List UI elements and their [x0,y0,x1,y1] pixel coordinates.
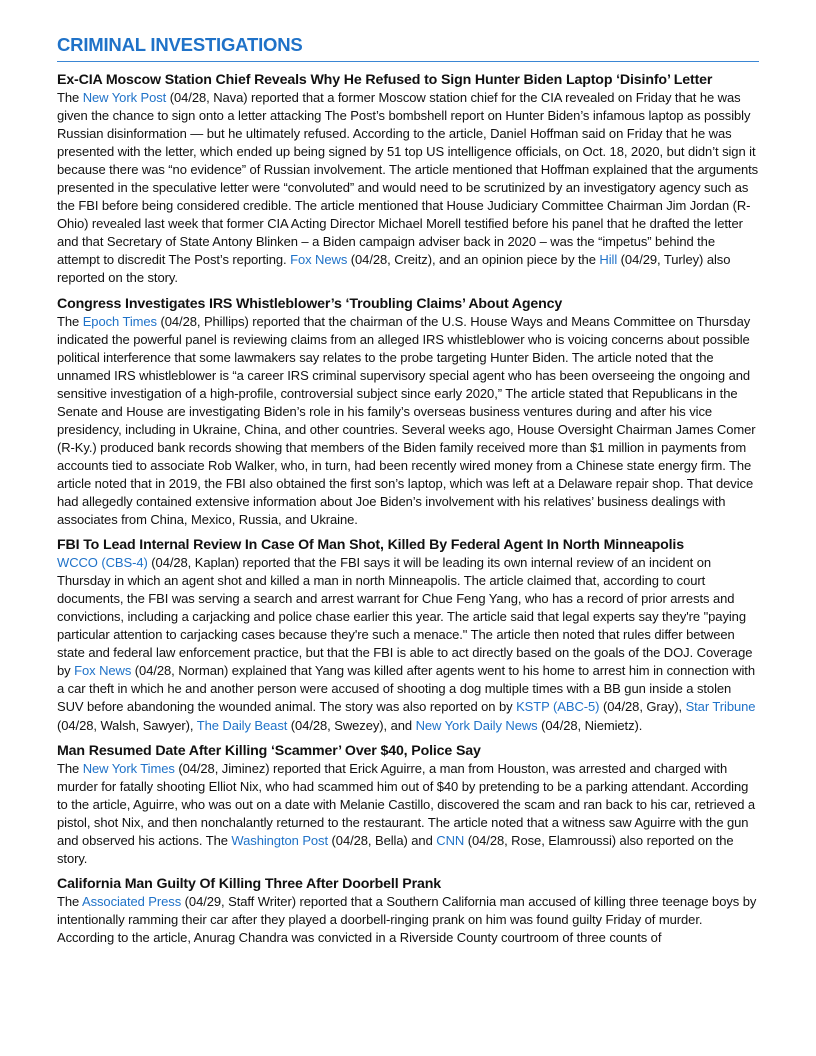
source-link[interactable]: Associated Press [81,893,182,909]
source-link[interactable]: Hill [599,252,618,268]
article-headline: Ex-CIA Moscow Station Chief Reveals Why He Refused to Sign Hunter Biden Laptop ‘Disinfo’ Letter [57,72,713,88]
body-text-segment: (04/28, Nava) reported that a former Moscow station chief for the CIA revealed on Friday that he was given the chance to sign onto a letter attacking The Post’s bombshell report on Hunter Biden’s infamous laptop as possibly Russian disinformation — but he ultimately refused. According to the article, Daniel Hoffman said on Friday that he was presented with the letter, which ended up being signed by 51 top US intelligence officials, on Oct. 18, 2020, but didn’t sign it because there was “no evidence” of Russian involvement. The article mentioned that Hoffman explained that the arguments presented in the speculative letter were “convoluted” and would need to be scrutinized by an investigatory agency such as the FBI before being considered credible. The article mentioned that House Judiciary Committee Chairman Jim Jordan (R-Ohio) revealed last week that former CIA Acting Director Michael Morell testified before his panel that he drafted the letter and that Secretary of State Antony Blinken – a Biden campaign adviser back in 2020 – was the “impetus” behind the attempt to discredit The Post’s reporting. [57,90,759,268]
article-body [57,554,759,734]
source-link[interactable]: KSTP (ABC-5) [516,699,600,715]
body-text-segment: (04/28, Rose, Elamroussi) also reported on the story. [57,832,734,866]
body-text-segment: The [57,90,83,105]
source-link[interactable]: Fox News [290,252,348,268]
source-link[interactable]: CNN [436,832,465,848]
source-link[interactable]: New York Times [82,760,175,776]
source-link[interactable]: The Daily Beast [196,717,288,733]
article-body [57,89,759,288]
body-text-segment: (04/29, Staff Writer) reported that a Southern California man accused of killing three teenage boys by intentionally ramming their car after they played a doorbell-ringing prank on him was found guilty Friday of murder. According to the article, Anurag Chandra was convicted in a Riverside County courtroom of three counts of [57,893,757,945]
source-link[interactable]: WCCO (CBS-4) [57,555,148,571]
body-text-segment: (04/28, Creitz), and an opinion piece by the [347,252,600,268]
section-title: CRIMINAL INVESTIGATIONS [57,34,759,62]
source-link[interactable]: New York Post [82,90,167,105]
body-text-segment: (04/28, Jiminez) reported that Erick Aguirre, a man from Houston, was arrested and charged with murder for fatally shooting Elliot Nix, who had scammed him out of $40 by pretending to be a parking attendant. According to the article, Aguirre, who was out on a date with Melanie Castillo, discovered the scam and ran back to his car, retrieved a pistol, shot Nix, and then nonchalantly returned to the restaurant. The article noted that a witness saw Aguirre with the gun and observed his actions. The [57,760,756,848]
source-link[interactable]: New York Daily News [415,717,538,733]
article-body [57,313,759,530]
body-text-segment: The [57,893,82,909]
body-text-segment: (04/28, Bella) and [328,832,437,848]
article-list [57,72,759,947]
article-headline: Man Resumed Date After Killing ‘Scammer’ Over $40, Police Say [57,742,481,759]
article-body [57,760,759,868]
article-headline: Congress Investigates IRS Whistleblower’s ‘Troubling Claims’ About Agency [57,295,563,312]
body-text-segment: (04/28, Gray), [599,699,686,715]
body-text-segment: (04/28, Swezey), and [287,717,416,733]
news-article [57,537,759,734]
body-text-segment: (04/28, Niemietz). [537,717,643,733]
body-text-segment: The [57,313,83,329]
source-link[interactable]: Washington Post [231,832,329,848]
source-link[interactable]: Star Tribune [685,699,756,715]
source-link[interactable]: Fox News [74,663,132,679]
article-headline: FBI To Lead Internal Review In Case Of Man Shot, Killed By Federal Agent In North Minneapolis [57,537,684,554]
body-text-segment: (04/28, Norman) explained that Yang was killed after agents went to his home to arrest him in connection with a car theft in which he and another person were accused of shooting a dog multiple times with a BB gun inside a stolen SUV before abandoning the wounded animal. The story was also reported on by [57,663,755,715]
article-headline: California Man Guilty Of Killing Three After Doorbell Prank [57,875,441,892]
document-page [57,34,759,955]
article-body [57,893,759,947]
news-article [57,743,759,868]
body-text-segment: (04/28, Kaplan) reported that the FBI says it will be leading its own internal review of an incident on Thursday in which an agent shot and killed a man in north Minneapolis. The article claimed that, according to court documents, the FBI was serving a search and arrest warrant for Chue Feng Yang, who has a record of prior arrests and convictions, including a carjacking and police chase earlier this year. The article said that legal experts say they're "paying particular attention to carjacking cases because they're such a menace." The article then noted that rules differ between state and federal law enforcement practice, but that the FBI is able to act directly based on the goals of the DOJ. Coverage by [57,555,753,679]
body-text-segment: (04/28, Walsh, Sawyer), [57,717,197,733]
body-text-segment: (04/29, Turley) also reported on the story. [57,252,731,286]
news-article [57,296,759,530]
body-text-segment: The [57,760,83,776]
source-link[interactable]: Epoch Times [82,313,157,329]
body-text-segment: (04/28, Phillips) reported that the chairman of the U.S. House Ways and Means Committee on Thursday indicated the powerful panel is reviewing claims from an alleged IRS whistleblower who is voicing concerns about possible political interference that some lawmakers say relates to the probe targeting Hunter Biden. The article noted that the unnamed IRS whistleblower is “a career IRS criminal supervisory special agent who has been overseeing the ongoing and sensitive investigation of a high-profile, controversial subject since early 2020,” The article stated that Republicans in the Senate and House are investigating Biden’s role in his family’s overseas business ventures during and after his vice presidency, including in Ukraine, China, and other countries. Several weeks ago, House Oversight Chairman James Comer (R-Ky.) produced bank records showing that members of the Biden family received more than $1 million in payments from accounts tied to associate Rob Walker, who, in turn, had been recently wired money from a Chinese state energy firm. The article noted that in 2019, the FBI also obtained the first son’s laptop, which was left at a Delaware repair shop. That device had allegedly contained extensive information about Joe Biden’s involvement with his relatives’ business dealings with associates from China, Mexico, Russia, and Ukraine. [57,313,756,528]
news-article [57,876,759,947]
news-article [57,72,759,288]
